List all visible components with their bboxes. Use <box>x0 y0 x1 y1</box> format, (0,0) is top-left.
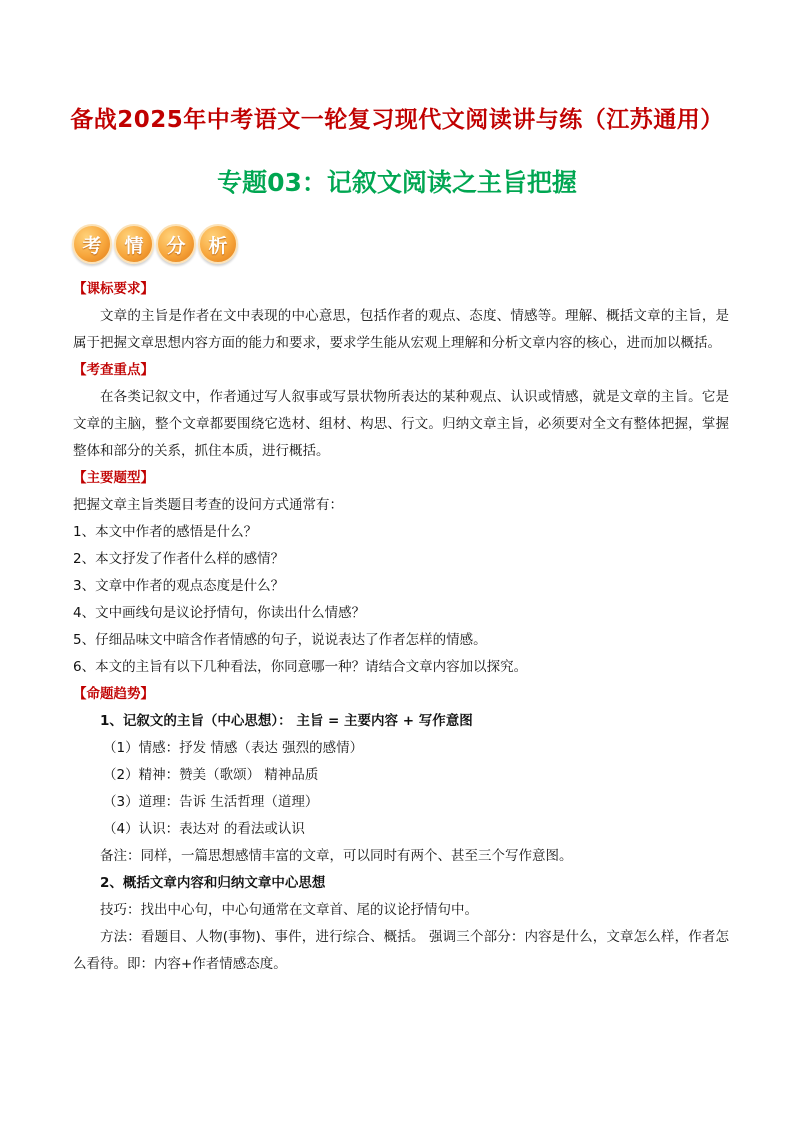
question-type-item: 4、文中画线句是议论抒情句，你读出什么情感？ <box>73 605 366 621</box>
document-title: 备战2025年中考语文一轮复习现代文阅读讲与练（江苏通用） <box>70 107 724 133</box>
badge-char-4: 析 <box>198 224 238 264</box>
badge-char-2: 情 <box>114 224 154 264</box>
document-body <box>73 276 729 978</box>
paragraph-curriculum: 文章的主旨是作者在文中表现的中心意思，包括作者的观点、态度、情感等。理解、概括文章的主旨，是属于把握文章思想内容方面的能力和要求，要求学生能从宏观上理解和分析文章内容的核心，进而加以概括。 <box>73 308 729 351</box>
badge-char-1: 考 <box>72 224 112 264</box>
question-type-item: 3、文章中作者的观点态度是什么？ <box>73 578 285 594</box>
question-type-item: 5、仔细品味文中暗含作者情感的句子，说说表达了作者怎样的情感。 <box>73 632 487 648</box>
trend-sub-item: （2）精神：赞美（歌颂） 精神品质 <box>103 767 319 783</box>
trend-method: 方法：看题目、人物(事物)、事件，进行综合、概括。 强调三个部分：内容是什么，文章怎么样，作者怎么看待。即：内容+作者情感态度。 <box>73 929 729 972</box>
trend-tip: 技巧：找出中心句，中心句通常在文章首、尾的议论抒情句中。 <box>100 902 478 918</box>
question-type-item: 1、本文中作者的感悟是什么？ <box>73 524 258 540</box>
trend-sub-item: （4）认识：表达对 的看法或认识 <box>103 821 305 837</box>
section-heading-trends: 【命题趋势】 <box>73 686 154 702</box>
section-heading-question-types: 【主要题型】 <box>73 470 154 486</box>
badge-char-3: 分 <box>156 224 196 264</box>
trend-sub-item: （1）情感：抒发 情感（表达 强烈的感情） <box>103 740 364 756</box>
trend-note: 备注：同样，一篇思想感情丰富的文章，可以同时有两个、甚至三个写作意图。 <box>100 848 573 864</box>
section-badge <box>72 224 240 264</box>
section-heading-curriculum: 【课标要求】 <box>73 281 154 297</box>
trend-sub-item: （3）道理：告诉 生活哲理（道理） <box>103 794 319 810</box>
section-heading-focus: 【考查重点】 <box>73 362 154 378</box>
paragraph-focus: 在各类记叙文中，作者通过写人叙事或写景状物所表达的某种观点、认识或情感，就是文章的主旨。它是文章的主脑，整个文章都要围绕它选材、组材、构思、行文。归纳文章主旨，必须要对全文有整体把握，掌握整体和部分的关系，抓住本质，进行概括。 <box>73 389 729 459</box>
document-subtitle: 专题03：记叙文阅读之主旨把握 <box>217 168 577 197</box>
question-types-intro: 把握文章主旨类题目考查的设问方式通常有： <box>73 497 343 513</box>
question-type-item: 2、本文抒发了作者什么样的感情？ <box>73 551 285 567</box>
trend-point-2: 2、概括文章内容和归纳文章中心思想 <box>100 875 326 891</box>
question-type-item: 6、本文的主旨有以下几种看法，你同意哪一种？请结合文章内容加以探究。 <box>73 659 528 675</box>
trend-point-1: 1、记叙文的主旨（中心思想）： 主旨 = 主要内容 + 写作意图 <box>100 713 473 729</box>
